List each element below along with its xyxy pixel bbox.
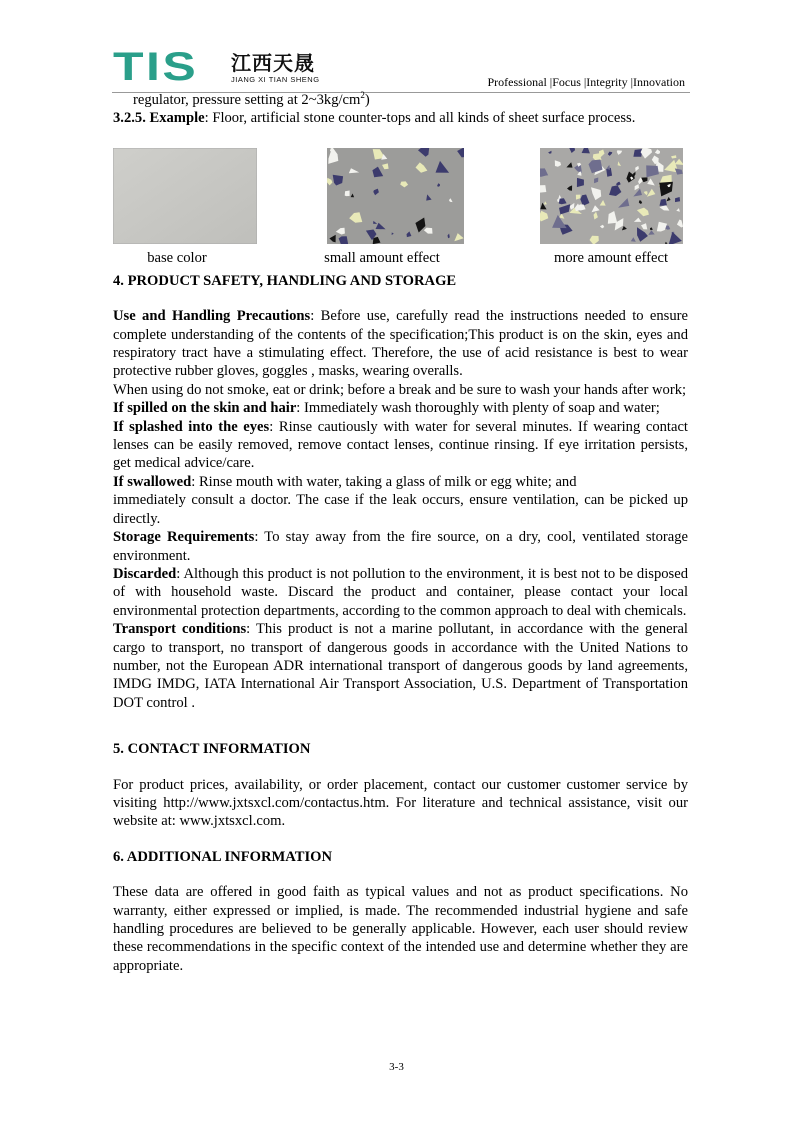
contact-paragraph: For product prices, availability, or order placement, contact our customer customer service by visiting http://www.jxtsxcl.com/contactus.htm. For literature and technical assistance, visit our website at: www.jxtsxcl.com. — [113, 776, 688, 830]
discard-paragraph: Discarded: Although this product is not pollution to the environment, it is best not to be disposed of with household waste. Discard the product and container, please contact your local environmental protection departments, according to the common approach to deal with chemicals. — [113, 565, 688, 619]
document-body — [113, 91, 688, 975]
example-label: 3.2.5. Example — [113, 110, 205, 127]
swallow-paragraph: If swallowed: Rinse mouth with water, taking a glass of milk or egg white; and — [113, 473, 577, 490]
company-logo: TIS — [113, 45, 199, 89]
small-amount-image — [327, 148, 464, 244]
flake — [633, 149, 642, 157]
company-name-english: JIANG XI TIAN SHENG — [231, 75, 320, 84]
skin-paragraph: If spilled on the skin and hair: Immediately wash thoroughly with plenty of soap and water; — [113, 400, 660, 417]
caption-more-amount: more amount effect — [554, 249, 668, 266]
base-color-image — [113, 148, 257, 244]
example-line: 3.2.5. Example: Floor, artificial stone counter-tops and all kinds of sheet surface process. — [113, 110, 636, 127]
section-5-heading: 5. CONTACT INFORMATION — [113, 741, 311, 758]
header-tagline: Professional |Focus |Integrity |Innovation — [487, 75, 685, 89]
company-name-chinese: 江西天晟 — [231, 51, 315, 75]
flake — [540, 185, 546, 193]
more-amount-image — [540, 148, 683, 244]
transport-paragraph: Transport conditions: This product is not a marine pollutant, in accordance with the general cargo to transport, no transport of dangerous goods in accordance with the United Nations to number, not the European ADR international transport of dangerous goods by land agreements, IMDG IMDG, IATA International Air Transport Association, U.S. Department of Transportation DOT control . — [113, 621, 688, 711]
consult-paragraph: immediately consult a doctor. The case if the leak occurs, ensure ventilation, can be picked up directly. — [113, 492, 688, 527]
section-6-heading: 6. ADDITIONAL INFORMATION — [113, 848, 333, 865]
page-number: 3-3 — [389, 1061, 404, 1073]
regulator-line: regulator, pressure setting at $2\sim 3kg/cm^2$) — [133, 90, 370, 108]
page-header — [113, 45, 689, 92]
smoke-paragraph: When using do not smoke, eat or drink; before a break and be sure to wash your hands after work; — [113, 381, 687, 398]
caption-base-color: base color — [147, 249, 207, 266]
eyes-paragraph: If splashed into the eyes: Rinse cautiously with water for several minutes. If wearing contact lenses can be easily removed, remove contact lenses, continue rinsing. If eye irritation persists, get medical advice/care. — [113, 418, 688, 472]
additional-paragraph: These data are offered in good faith as typical values and not as product specifications. No warranty, either expressed or implied, is made. The recommended industrial hygiene and safe handling procedures are believed to be generally applicable. However, each user should review these recommendations in the specific context of the intended use and determine whether they are appropriate. — [113, 884, 688, 974]
effect-images — [113, 148, 688, 272]
use-handling-paragraph: Use and Handling Precautions: Before use, carefully read the instructions needed to ensure complete understanding of the contents of the specification;This product is on the skin, eyes and respiratory tract have a stimulating effect. Therefore, the use of acid resistance is best to wear protective rubber gloves, goggles , masks, wearing overalls. — [113, 308, 688, 380]
caption-small-amount: small amount effect — [324, 249, 440, 266]
storage-paragraph: Storage Requirements: To stay away from the fire source, on a dry, cool, ventilated storage environment. — [113, 529, 688, 564]
flake — [345, 190, 350, 196]
section-4-heading: 4. PRODUCT SAFETY, HANDLING AND STORAGE — [113, 272, 457, 289]
